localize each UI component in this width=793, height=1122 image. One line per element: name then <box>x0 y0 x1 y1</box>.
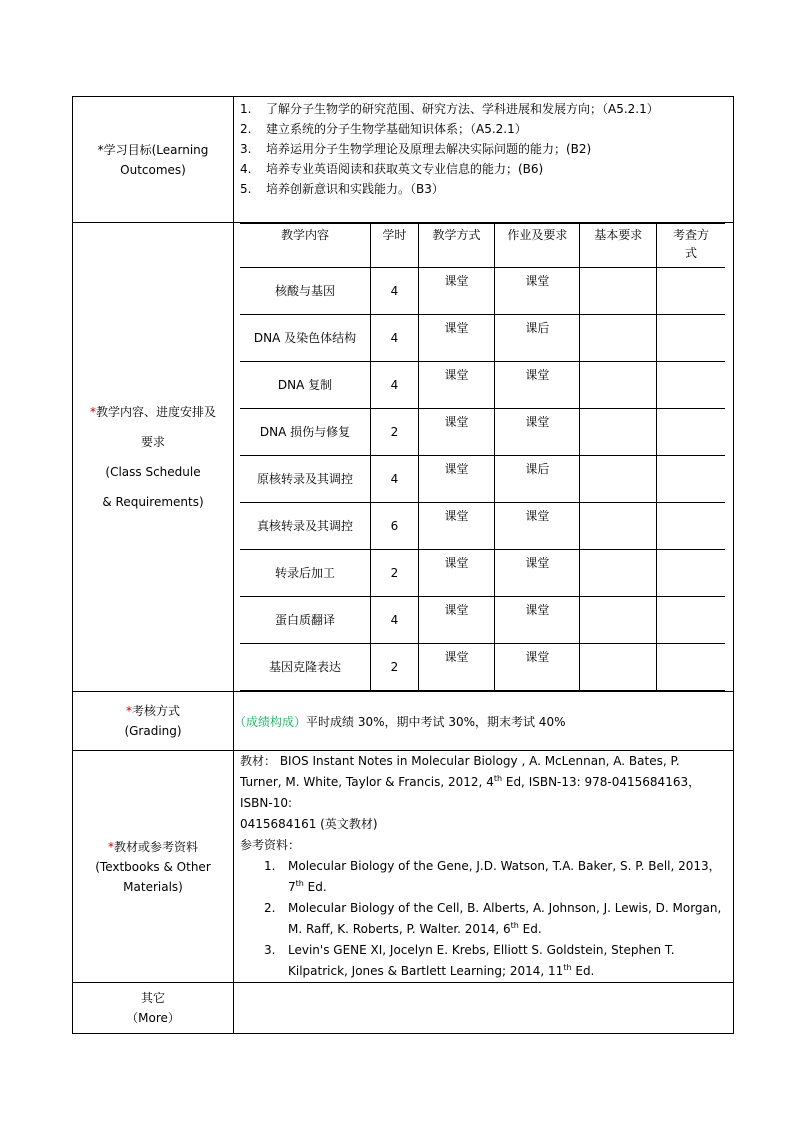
schedule-assessment-cell <box>657 409 725 456</box>
schedule-mode-cell: 课堂 <box>418 456 495 503</box>
textbook-line-a: 教材： BIOS Instant Notes in Molecular Biology , A. McLennan, A. Bates, P. <box>240 754 680 768</box>
learning-outcome-number: 3. <box>240 142 252 156</box>
schedule-basic-req-cell <box>580 362 657 409</box>
schedule-row-item <box>240 597 725 644</box>
grading-content <box>234 692 734 751</box>
references-list <box>240 856 727 982</box>
refs-label: 参考资料： <box>240 838 301 852</box>
more-label-zh: 其它 <box>140 991 165 1005</box>
required-star: * <box>125 704 132 718</box>
schedule-mode-cell: 课堂 <box>418 597 495 644</box>
schedule-row-item <box>240 456 725 503</box>
schedule-mode-cell: 课堂 <box>418 268 495 315</box>
schedule-assessment-cell <box>657 503 725 550</box>
textbooks-label <box>73 751 234 983</box>
textbook-line-b: Turner, M. White, Taylor & Francis, 2012, 4th Ed, ISBN-13: 978-0415684163，ISBN-10: <box>240 774 701 810</box>
schedule-content-cell: DNA 及染色体结构 <box>240 315 371 362</box>
schedule-mode-cell: 课堂 <box>418 644 495 691</box>
schedule-content-cell: 基因克隆表达 <box>240 644 371 691</box>
grading-label-zh: 考核方式 <box>131 704 180 718</box>
schedule-content-cell: 原核转录及其调控 <box>240 456 371 503</box>
learning-outcomes-label-zh: *学习目标(Learning <box>97 142 209 157</box>
schedule-row-item <box>240 315 725 362</box>
schedule-basic-req-cell <box>580 597 657 644</box>
schedule-content-cell: 蛋白质翻译 <box>240 597 371 644</box>
schedule-row <box>73 223 734 692</box>
schedule-assessment-cell <box>657 362 725 409</box>
learning-outcome-number: 2. <box>240 122 252 136</box>
reference-item: 2. Molecular Biology of the Cell, B. Alberts, A. Johnson, J. Lewis, D. Morgan, M. Raff, K. Roberts, P. Walter. 2014, 6th Ed. <box>264 901 722 936</box>
more-label-en: （More） <box>126 1011 180 1025</box>
schedule-hours-cell: 2 <box>371 550 419 597</box>
schedule-label-en-2: & Requirements) <box>102 495 204 509</box>
schedule-hours-cell: 4 <box>371 362 419 409</box>
grading-label <box>73 692 234 751</box>
learning-outcomes-row <box>73 97 734 223</box>
schedule-hours-cell: 4 <box>371 456 419 503</box>
schedule-hours-cell: 4 <box>371 597 419 644</box>
schedule-assessment-cell <box>657 550 725 597</box>
schedule-assessment-cell <box>657 268 725 315</box>
grading-text: 平时成绩 30%，期中考试 30%，期末考试 40% <box>306 714 566 729</box>
schedule-content-cell: 核酸与基因 <box>240 268 371 315</box>
grading-label-en: (Grading) <box>124 724 182 738</box>
schedule-label-en-1: (Class Schedule <box>105 465 201 479</box>
required-star: * <box>89 405 96 419</box>
learning-outcome-item <box>240 159 733 179</box>
syllabus-table <box>72 96 734 1034</box>
header-assessment: 考查方式 <box>657 224 725 268</box>
learning-outcomes-label-en: Outcomes) <box>120 162 186 177</box>
schedule-row-item <box>240 268 725 315</box>
more-content <box>234 983 734 1034</box>
learning-outcomes-list <box>234 97 733 199</box>
schedule-homework-cell: 课堂 <box>495 409 580 456</box>
schedule-basic-req-cell <box>580 503 657 550</box>
schedule-homework-cell: 课堂 <box>495 644 580 691</box>
schedule-basic-req-cell <box>580 268 657 315</box>
learning-outcome-text: 培养专业英语阅读和获取英文专业信息的能力；(B6) <box>266 162 544 176</box>
schedule-assessment-cell <box>657 315 725 362</box>
schedule-homework-cell: 课堂 <box>495 362 580 409</box>
learning-outcome-item <box>240 119 733 139</box>
grading-row <box>73 692 734 751</box>
textbooks-content <box>234 751 734 983</box>
more-label <box>73 983 234 1034</box>
schedule-row-item <box>240 550 725 597</box>
learning-outcome-item <box>240 139 733 159</box>
learning-outcome-text: 培养创新意识和实践能力。（B3） <box>266 182 444 196</box>
textbooks-label-en-2: Materials) <box>123 879 183 894</box>
schedule-mode-cell: 课堂 <box>418 503 495 550</box>
schedule-mode-cell: 课堂 <box>418 362 495 409</box>
learning-outcome-text: 建立系统的分子生物学基础知识体系；（A5.2.1） <box>266 122 527 136</box>
schedule-basic-req-cell <box>580 315 657 362</box>
schedule-row-item <box>240 503 725 550</box>
learning-outcome-text: 培养运用分子生物学理论及原理去解决实际问题的能力；(B2) <box>266 142 592 156</box>
schedule-basic-req-cell <box>580 409 657 456</box>
header-basic-req: 基本要求 <box>580 224 657 268</box>
header-homework: 作业及要求 <box>495 224 580 268</box>
learning-outcome-text: 了解分子生物学的研究范围、研究方法、学科进展和发展方向；（A5.2.1） <box>266 102 659 116</box>
learning-outcome-item <box>240 99 733 119</box>
learning-outcomes-label <box>73 97 234 223</box>
grading-prefix: （成绩构成） <box>234 714 307 729</box>
schedule-basic-req-cell <box>580 456 657 503</box>
schedule-content-cell: DNA 复制 <box>240 362 371 409</box>
schedule-content <box>234 223 734 692</box>
schedule-homework-cell: 课后 <box>495 456 580 503</box>
reference-item: 1. Molecular Biology of the Gene, J.D. Watson, T.A. Baker, S. P. Bell, 2013， 7th Ed. <box>264 859 721 894</box>
schedule-table <box>240 223 725 691</box>
schedule-mode-cell: 课堂 <box>418 550 495 597</box>
textbooks-label-en-1: (Textbooks & Other <box>95 859 211 874</box>
schedule-homework-cell: 课堂 <box>495 597 580 644</box>
reference-item: 3. Levin's GENE XI, Jocelyn E. Krebs, Elliott S. Goldstein, Stephen T. Kilpatrick, Jones & Bartlett Learning; 2014, 11th Ed. <box>264 943 675 978</box>
schedule-homework-cell: 课堂 <box>495 503 580 550</box>
schedule-content-cell: 转录后加工 <box>240 550 371 597</box>
schedule-hours-cell: 4 <box>371 268 419 315</box>
header-mode: 教学方式 <box>418 224 495 268</box>
learning-outcomes-content <box>234 97 734 223</box>
schedule-basic-req-cell <box>580 550 657 597</box>
schedule-homework-cell: 课堂 <box>495 550 580 597</box>
textbooks-row <box>73 751 734 983</box>
header-hours: 学时 <box>371 224 419 268</box>
learning-outcome-number: 1. <box>240 102 252 116</box>
schedule-assessment-cell <box>657 644 725 691</box>
schedule-basic-req-cell <box>580 644 657 691</box>
schedule-hours-cell: 2 <box>371 409 419 456</box>
schedule-hours-cell: 6 <box>371 503 419 550</box>
schedule-hours-cell: 4 <box>371 315 419 362</box>
schedule-label <box>73 223 234 692</box>
schedule-row-item <box>240 362 725 409</box>
textbooks-label-zh: 教材或参考资料 <box>113 839 198 854</box>
schedule-header-row <box>240 224 725 268</box>
schedule-assessment-cell <box>657 597 725 644</box>
syllabus-page <box>72 96 734 1034</box>
schedule-hours-cell: 2 <box>371 644 419 691</box>
schedule-mode-cell: 课堂 <box>418 409 495 456</box>
required-star: * <box>107 839 114 854</box>
schedule-label-zh-2: 要求 <box>140 435 165 449</box>
learning-outcome-item <box>240 179 733 199</box>
textbook-line-d: 0415684161 (英文教材) <box>240 817 378 831</box>
schedule-row-item <box>240 644 725 691</box>
more-row <box>73 983 734 1034</box>
schedule-label-zh-1: 教学内容、进度安排及 <box>95 405 216 419</box>
schedule-mode-cell: 课堂 <box>418 315 495 362</box>
learning-outcome-number: 4. <box>240 162 252 176</box>
schedule-content-cell: DNA 损伤与修复 <box>240 409 371 456</box>
header-content: 教学内容 <box>240 224 371 268</box>
schedule-assessment-cell <box>657 456 725 503</box>
schedule-row-item <box>240 409 725 456</box>
schedule-content-cell: 真核转录及其调控 <box>240 503 371 550</box>
learning-outcome-number: 5. <box>240 182 252 196</box>
schedule-homework-cell: 课后 <box>495 315 580 362</box>
schedule-homework-cell: 课堂 <box>495 268 580 315</box>
